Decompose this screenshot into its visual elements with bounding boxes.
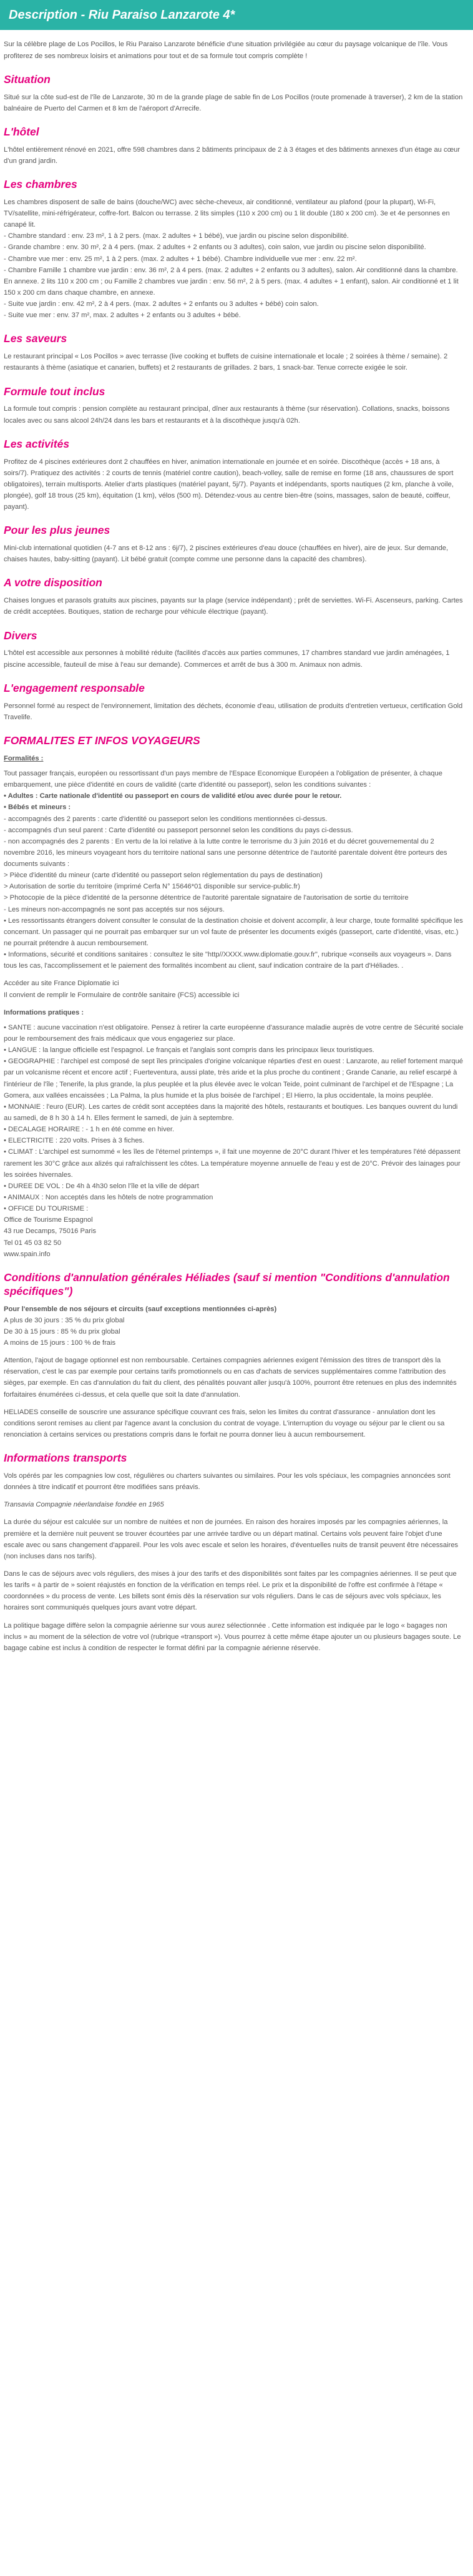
hotel-heading: L'hôtel: [4, 125, 39, 138]
content: [0, 39, 473, 1654]
infos-line: Tel 01 45 03 82 50: [4, 1239, 62, 1247]
spacer: [4, 1510, 464, 1517]
formalites-list: [4, 768, 464, 1001]
activites-text: Profitez de 4 piscines extérieures dont 2 chauffées en hiver, animation internationale en journée et en soirée. Discothèque (accès + 18 ans, à soirs/7). Pratiquez des activités : 2 courts de tennis (matériel contre caution), beach-volley, salle de remise en forme (18 ans, chaussures de sport obligatoires), terrain multisports. Atelier d'arts plastiques (matériel payant, 5j/7). Payants et indépendants, sports nautiques (2 km, planche à voile, plongée), golf 18 trous (25 km), équitation (1 km), vélos (500 m). Détendez-vous au centre bien-être (soins, massages, salon de beauté, coiffeur, payant).: [4, 458, 454, 511]
infos-line: • SANTE : aucune vaccination n'est obligatoire. Pensez à retirer la carte européenne d'assurance maladie auprès de votre centre de Sécurité sociale pour le remboursement des frais médicaux que vous engageriez sur place.: [4, 1023, 464, 1043]
chambres-line: - Grande chambre : env. 30 m², 2 à 4 pers. (max. 2 adultes + 2 enfants ou 3 adultes), coin salon, vue jardin ou piscine selon disponibilité.: [4, 243, 426, 252]
transports-line: Vols opérés par les compagnies low cost, régulières ou charters suivantes ou similaires. Pour les vols spéciaux, les compagnies annoncées sont données à titre indicatif et pourront être modifiées sans préavis.: [4, 1472, 451, 1492]
formalites-line: > Pièce d'identité du mineur (carte d'identité ou passeport selon réglementation du pays de destination): [4, 872, 323, 880]
conditions-list: [4, 1304, 464, 1441]
fcs-form-link[interactable]: Il convient de remplir le Formulaire de contrôle sanitaire (FCS) accessible ici: [4, 991, 240, 999]
engagement-heading: L'engagement responsable: [4, 681, 145, 694]
infos-line: • ANIMAUX : Non acceptés dans les hôtels de notre programmation: [4, 1194, 213, 1201]
saveurs-text: Le restaurant principal « Los Pocillos » avec terrasse (live cooking et buffets de cuisine internationale et locale ; 2 soirées à thème / semaine). 2 restaurants à thème (asiatique et canarien, buffets) et 2 restaurants de grillades. 2 bars, 1 snack-bar. Tenue correcte exigée le soir.: [4, 353, 448, 372]
formalites-subtitle: Formalités :: [4, 754, 44, 762]
transports-line: Transavia Compagnie néerlandaise fondée en 1965: [4, 1501, 164, 1509]
formalites-line: - accompagnés d'un seul parent : Carte d'identité ou passeport personnel selon les conditions du pays ci-dessus.: [4, 826, 353, 834]
infos-line: Office de Tourisme Espagnol: [4, 1216, 93, 1224]
infos-line: • OFFICE DU TOURISME :: [4, 1205, 89, 1213]
divers-heading: Divers: [4, 629, 37, 642]
infos-line: • DECALAGE HORAIRE : - 1 h en été comme en hiver.: [4, 1126, 175, 1134]
formalites-line: > Photocopie de la pièce d'identité de la personne détentrice de l'autorité parentale signataire de l'autorisation de sortie du territoire: [4, 894, 409, 902]
conditions-line: Attention, l'ajout de bagage optionnel est non remboursable. Certaines compagnies aériennes exigent l'émission des titres de transport dès la réservation, c'est le cas par exemple pour certains tarifs promotionnels ou en cas d'achats de services supplémentaires comme l'attribution des sièges, par exemple. En cas d'annulation du fait du client, des pénalités pouvant aller jusqu'à 100%, pourront être retenues en plus des indemnités forfaitaires énumérées ci-dessus, et cela quelle que soit la date d'annulation.: [4, 1357, 457, 1399]
transports-line: La politique bagage diffère selon la compagnie aérienne sur vous aurez sélectionnée . Cette information est indiquée par le logo « bagages non inclus » au moment de la sélection de votre vol (rubrique «transport »). Vous pourrez à cette même étape ajouter un ou plusieurs bagages soute. Le bagage cabine est inclus à condition de respecter le format défini par la compagnie aérienne réservée.: [4, 1621, 461, 1652]
formalites-heading: FORMALITES ET INFOS VOYAGEURS: [4, 734, 200, 747]
conditions-heading: Conditions d'annulation générales Héliades (sauf si mention "Conditions d'annulation spécifiques"): [4, 1271, 450, 1297]
infos-line[interactable]: www.spain.info: [4, 1250, 51, 1258]
infos-line: • CLIMAT : L'archipel est surnommé « les îles de l'éternel printemps », il fait une moyenne de 20°C durant l'hiver et les températures l'été dépassent rarement les 30°C grâce aux alizés qui rafraîchissent les côtes. La température moyenne annuelle de l'eau y est de 20°C. Prévoir des lainages pour les soirées hivernales.: [4, 1148, 461, 1179]
spacer: [4, 1349, 464, 1355]
formule-heading: Formule tout inclus: [4, 385, 105, 398]
formalites-line: • Bébés et mineurs :: [4, 804, 71, 812]
infos-line: • LANGUE : la langue officielle est l'espagnol. Le français et l'anglais sont compris dans les principaux lieux touristiques.: [4, 1046, 374, 1054]
disposition-text: Chaises longues et parasols gratuits aux piscines, payants sur la plage (service indépendant) ; prêt de serviettes. Wi-Fi. Ascenseurs, parking. Cartes de crédit acceptées. Boutiques, station de recharge pour véhicule électrique (payant).: [4, 597, 463, 616]
formalites-line: • Adultes : Carte nationale d'identité ou passeport en cours de validité et/ou avec durée pour le retour.: [4, 792, 342, 800]
conditions-line: De 30 à 15 jours : 85 % du prix global: [4, 1327, 120, 1335]
formalites-line: - accompagnés des 2 parents : carte d'identité ou passeport selon les conditions mentionnées ci-dessus.: [4, 815, 328, 823]
transports-line: Dans le cas de séjours avec vols réguliers, des mises à jour des tarifs et des disponibilités sont faites par les compagnies aériennes. Il se peut que les tarifs « à partir de » soient réajustés en fonction de la vérification en temps réel. Le prix et la disponibilité de l'offre est confirmée à l'étape « coordonnées » du process de vente. Les billets sont émis dès la réservation sur vols réguliers. Dans le cas de séjours avec vols spéciaux, les horaires sont communiqués quelques jours avant votre départ.: [4, 1570, 457, 1612]
page-title: Description - Riu Paraiso Lanzarote 4*: [0, 0, 473, 30]
engagement-text: Personnel formé au respect de l'environnement, limitation des déchets, économie d'eau, utilisation de produits d'entretien vertueux, certification Gold Travelife.: [4, 702, 463, 721]
saveurs-heading: Les saveurs: [4, 332, 67, 345]
spacer: [4, 1001, 464, 1007]
divers-text: L'hôtel est accessible aux personnes à mobilité réduite (facilités d'accès aux parties communes, 17 chambres standard vue jardin aménagées, 1 piscine accessible, fauteuil de mise à l'eau sur demande). Commerces et arrêt de bus à 300 m. Animaux non admis.: [4, 649, 450, 669]
situation-text: Situé sur la côte sud-est de l'île de Lanzarote, 30 m de la grande plage de sable fin de Los Pocillos (route promenade à traverser), 2 km de la station balnéaire de Puerto del Carmen et 8 km de l'aéroport d'Arrecife.: [4, 93, 463, 112]
chambres-line: - Chambre standard : env. 23 m², 1 à 2 pers. (max. 2 adultes + 1 bébé), vue jardin ou piscine selon disponibilité.: [4, 232, 349, 240]
chambres-line: - Suite vue jardin : env. 42 m², 2 à 4 pers. (max. 2 adultes + 2 enfants ou 3 adultes + bébé) coin salon.: [4, 300, 319, 308]
conditions-line: HELIADES conseille de souscrire une assurance spécifique couvrant ces frais, selon les limites du contrat d'assurance - annulation dont les conditions seront remises au client par l'agence avant la conclusion du contrat de voyage. L'interruption du voyage ou séjour par le client ou sa renonciation à certains services ou prestations compris dans le forfait ne pourra donner lieu à aucun remboursement.: [4, 1408, 445, 1438]
formalites-line: - Les mineurs non-accompagnés ne sont pas acceptés sur nos séjours.: [4, 905, 225, 913]
hotel-text: L'hôtel entièrement rénové en 2021, offre 598 chambres dans 2 bâtiments principaux de 2 à 3 étages et des bâtiments annexes d'un étage au cœur d'un grand jardin.: [4, 145, 461, 165]
conditions-line: Pour l'ensemble de nos séjours et circuits (sauf exceptions mentionnées ci-après): [4, 1305, 277, 1313]
conditions-line: A plus de 30 jours : 35 % du prix global: [4, 1316, 125, 1324]
spacer: [4, 1493, 464, 1499]
formalites-line: • Les ressortissants étrangers doivent consulter le consulat de la destination choisie et doivent accomplir, à leur charge, toute formalité spécifique les concernant. Un passager qui ne pourrait pas embarquer sur un vol faute de présenter les documents exigés (passeport, carte d'identité, visas, etc.) ne pourrait prétendre à aucun remboursement.: [4, 917, 463, 948]
jeunes-text: Mini-club international quotidien (4-7 ans et 8-12 ans : 6j/7), 2 piscines extérieures d'eau douce (chauffées en hiver), aire de jeux. Sur demande, chaises hautes, baby-sitting (payant). Lit bébé gratuit (compte comme une personne dans la capacité des chambres).: [4, 544, 449, 564]
intro-text: Sur la célèbre plage de Los Pocillos, le Riu Paraiso Lanzarote bénéficie d'une situation privilégiée au cœur du paysage volcanique de l'île. Vous profiterez de ses nombreux loisirs et animations pour tout et de sa formule tout compris complète !: [4, 41, 448, 60]
chambres-line: - Suite vue mer : env. 37 m², max. 2 adultes + 2 enfants ou 3 adultes + bébé.: [4, 312, 241, 320]
chambres-line: - Chambre Famille 1 chambre vue jardin : env. 36 m², 2 à 4 pers. (max. 2 adultes + 2 enfants ou 3 adultes), salon. Air conditionné dans la chambre. En annexe. 2 lits 110 x 200 cm ; ou Famille 2 chambres vue jardin : env. 56 m², 2 à 5 pers. (max. 4 adultes + 1 enfant), salon. Air conditionné et 1 lit 150 x 200 cm dans chaque chambre, en annexe.: [4, 266, 459, 297]
chambres-list: [4, 197, 464, 322]
formalites-line: > Autorisation de sortie du territoire (imprimé Cerfa N° 15646*01 disponible sur service-public.fr): [4, 883, 300, 891]
france-diplomatie-link[interactable]: Accéder au site France Diplomatie ici: [4, 980, 119, 988]
infos-pratiques-list: [4, 1022, 464, 1260]
formalites-line: • Informations, sécurité et conditions sanitaires : consultez le site "http//XXXX.www.diplomatie.gouv.fr", rubrique «conseils aux voyageurs ». Dans tous les cas, l'accomplissement et le paiement des formalités incombent au client, sauf indication contraire de la part d'Héliades. .: [4, 951, 452, 970]
disposition-heading: A votre disposition: [4, 576, 102, 589]
spacer: [4, 1400, 464, 1407]
infos-line: • ELECTRICITE : 220 volts. Prises à 3 fiches.: [4, 1137, 145, 1145]
jeunes-heading: Pour les plus jeunes: [4, 524, 110, 537]
chambres-line: - Chambre vue mer : env. 25 m², 1 à 2 pers. (max. 2 adultes + 1 bébé). Chambre individuelle vue mer : env. 22 m².: [4, 255, 357, 263]
formalites-line: Tout passager français, européen ou ressortissant d'un pays membre de l'Espace Economique Européen a l'obligation de présenter, à chaque embarquement, une pièce d'identité en cours de validité (carte d'identité ou passeport), selon les conditions suivantes :: [4, 769, 442, 789]
transports-list: [4, 1470, 464, 1654]
situation-heading: Situation: [4, 72, 51, 86]
spacer: [4, 1614, 464, 1620]
chambres-heading: Les chambres: [4, 177, 77, 190]
spacer: [4, 971, 464, 978]
conditions-line: A moins de 15 jours : 100 % de frais: [4, 1339, 116, 1347]
activites-heading: Les activités: [4, 437, 70, 450]
infos-line: • MONNAIE : l'euro (EUR). Les cartes de crédit sont acceptées dans la majorité des hôtels, restaurants et boutiques. Les banques ouvrent du lundi au samedi, de 8 h 30 à 14 h. Elles ferment le samedi, de juin à septembre.: [4, 1103, 458, 1123]
transports-line: La durée du séjour est calculée sur un nombre de nuitées et non de journées. En raison des horaires imposés par les compagnies aériennes, la première et la dernière nuit peuvent se trouver écourtées par une arrivée tardive ou un départ matinal. Certains vols peuvent faire l'objet d'une escale avec ou sans changement d'appareil. Pour les vols avec escale et selon les horaires, d'éventuelles nuits de transit peuvent être nécessaires (non incluses dans nos tarifs).: [4, 1518, 459, 1560]
infos-line: • GEOGRAPHIE : l'archipel est composé de sept îles principales d'origine volcanique réparties d'est en ouest : Lanzarote, au relief fortement marqué par un volcanisme récent et encore actif ; Fuerteventura, aussi plate, très aride et la plus proche du continent ; Grande Canarie, au relief escarpé à l'intérieur de l'île ; Tenerife, la plus grande, la plus peuplée et la plus élevée avec le volcan Teide, point culminant de l'archipel et de l'Espagne ; La Gomera, aux vallées encaissées ; La Palma, la plus humide et la plus boisée de l'archipel ; El Hierro, la plus occidentale, la moins peuplée.: [4, 1058, 464, 1099]
spacer: [4, 1562, 464, 1568]
infos-pratiques-title: Informations pratiques :: [4, 1008, 84, 1016]
chambres-line: Les chambres disposent de salle de bains (douche/WC) avec sèche-cheveux, air conditionné, ventilateur au plafond (pour la plupart), Wi-Fi, TV/satellite, mini-réfrigérateur, coffre-fort. Balcon ou terrasse. 2 lits simples (110 x 200 cm) ou 1 lit double (180 x 200 cm). 3e et 4e personnes en canapé lit.: [4, 198, 450, 229]
infos-line: 43 rue Decamps, 75016 Paris: [4, 1227, 97, 1236]
infos-line: • DUREE DE VOL : De 4h à 4h30 selon l'île et la ville de départ: [4, 1182, 199, 1190]
formalites-line: - non accompagnés des 2 parents : En vertu de la loi relative à la lutte contre le terrorisme du 3 juin 2016 et du décret gouvernemental du 2 novembre 2016, les mineurs voyageant hors du territoire national sans une personne détentrice de l'autorité parentale doivent être porteurs des documents suivants :: [4, 837, 447, 868]
transports-heading: Informations transports: [4, 1452, 127, 1465]
formule-text: La formule tout compris : pension complète au restaurant principal, dîner aux restaurants à thème (sur réservation). Collations, snacks, boissons locales avec ou sans alcool 24h/24 dans les bars et restaurants et à la discothèque jusqu'à 02h.: [4, 405, 450, 425]
